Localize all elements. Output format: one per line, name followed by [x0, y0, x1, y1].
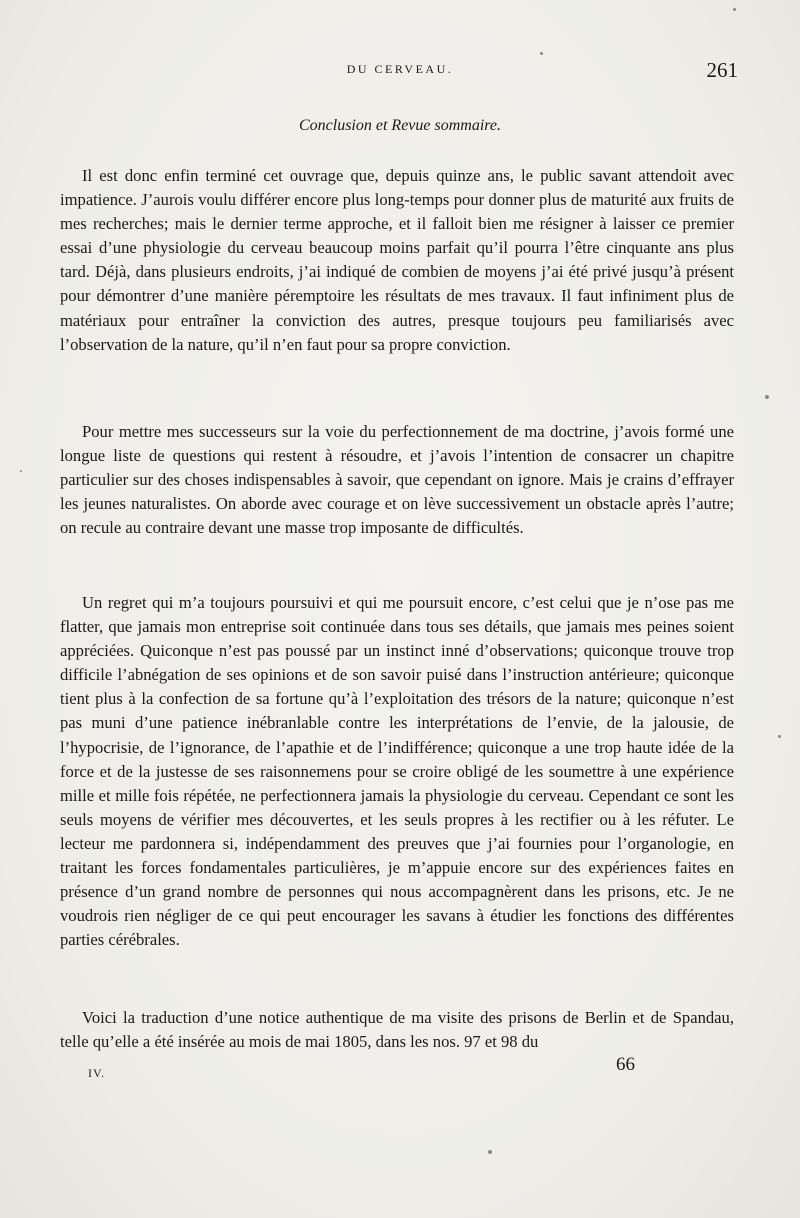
paragraph-3: Un regret qui m’a toujours poursuivi et qui me poursuit encore, c’est celui que je n’ose pas me flatter, que jamais mon entreprise soit continuée dans tous ses détails, que jamais mes peines soient appréciées. Quiconque n’est pas poussé par un instinct inné d’observations; quiconque trouve trop difficile l’abnégation de ses opinions et de son savoir puisé dans l’instruction antérieure; quiconque tient plus à la confection de sa fortune qu’à l’exploitation des trésors de la nature; quiconque n’est pas muni d’une patience inébranlable contre les interprétations de l’envie, de la jalousie, de l’hypocrisie, de l’ignorance, de l’apathie et de l’indifférence; quiconque a une trop haute idée de la force et de la justesse de ses raisonnemens pour se croire obligé de les soumettre à une expérience mille et mille fois répétée, ne perfectionnera jamais la physiologie du cerveau. Cependant ce sont les seuls moyens de vérifier mes découvertes, et les seuls propres à les rectifier ou à les réfuter. Le lecteur me pardonnera si, indépendamment des preuves que j’ai fournies pour l’organologie, en traitant les forces fondamentales particulières, je m’appuie encore sur des expériences faites en présence d’un grand nombre de personnes qui nous accompagnèrent dans les prisons, etc. Je ne voudrois rien négliger de ce qui peut encourager les savans à étudier les fonctions des différentes parties cérébrales.: [60, 593, 734, 950]
paper-speck: [20, 470, 22, 472]
running-title: DU CERVEAU.: [346, 62, 454, 76]
folio-number: 66: [616, 1054, 635, 1075]
paper-speck: [778, 735, 781, 738]
paragraph-1: Il est donc enfin terminé cet ouvrage que, depuis quinze ans, le public savant attendoit avec impatience. J’aurois voulu différer encore plus long-temps pour donner plus de maturité aux fruits de mes recherches; mais le dernier terme approche, et il falloit bien me résigner à laisser ce premier essai d’une physiologie du cerveau beaucoup moins parfait qu’il pourra l’être cinquante ans plus tard. Déjà, dans plusieurs endroits, j’ai indiqué de combien de moyens j’ai été privé jusqu’à présent pour démontrer d’une manière péremptoire les résultats de mes travaux. Il faut infiniment plus de matériaux pour entraîner la conviction des autres, presque toujours peu familiarisés avec l’observation de la nature, qu’il n’en faut pour sa propre conviction.: [60, 166, 734, 354]
paragraph-2: Pour mettre mes successeurs sur la voie du perfectionnement de ma doctrine, j’avois formé une longue liste de questions qui restent à résoudre, et j’avois l’intention de consacrer un chapitre particulier sur des choses indispensables à savoir, que cependant on ignore. Mais je crains d’effrayer les jeunes naturalistes. On aborde avec courage et on lève successivement un obstacle après l’autre; on recule au contraire devant une masse trop imposante de difficultés.: [60, 422, 734, 538]
paragraph-4: Voici la traduction d’une notice authentique de ma visite des prisons de Berlin et de Spandau, telle qu’elle a été insérée au mois de mai 1805, dans les nos. 97 et 98 du: [60, 1008, 734, 1052]
paper-speck: [765, 395, 769, 399]
paper-speck: [488, 1150, 492, 1154]
page-number: 261: [706, 58, 738, 82]
running-head: [60, 58, 740, 86]
paper-speck: [540, 52, 543, 55]
section-title: Conclusion et Revue sommaire.: [298, 117, 502, 134]
signature-mark: IV.: [88, 1066, 106, 1080]
paper-speck: [733, 8, 736, 11]
